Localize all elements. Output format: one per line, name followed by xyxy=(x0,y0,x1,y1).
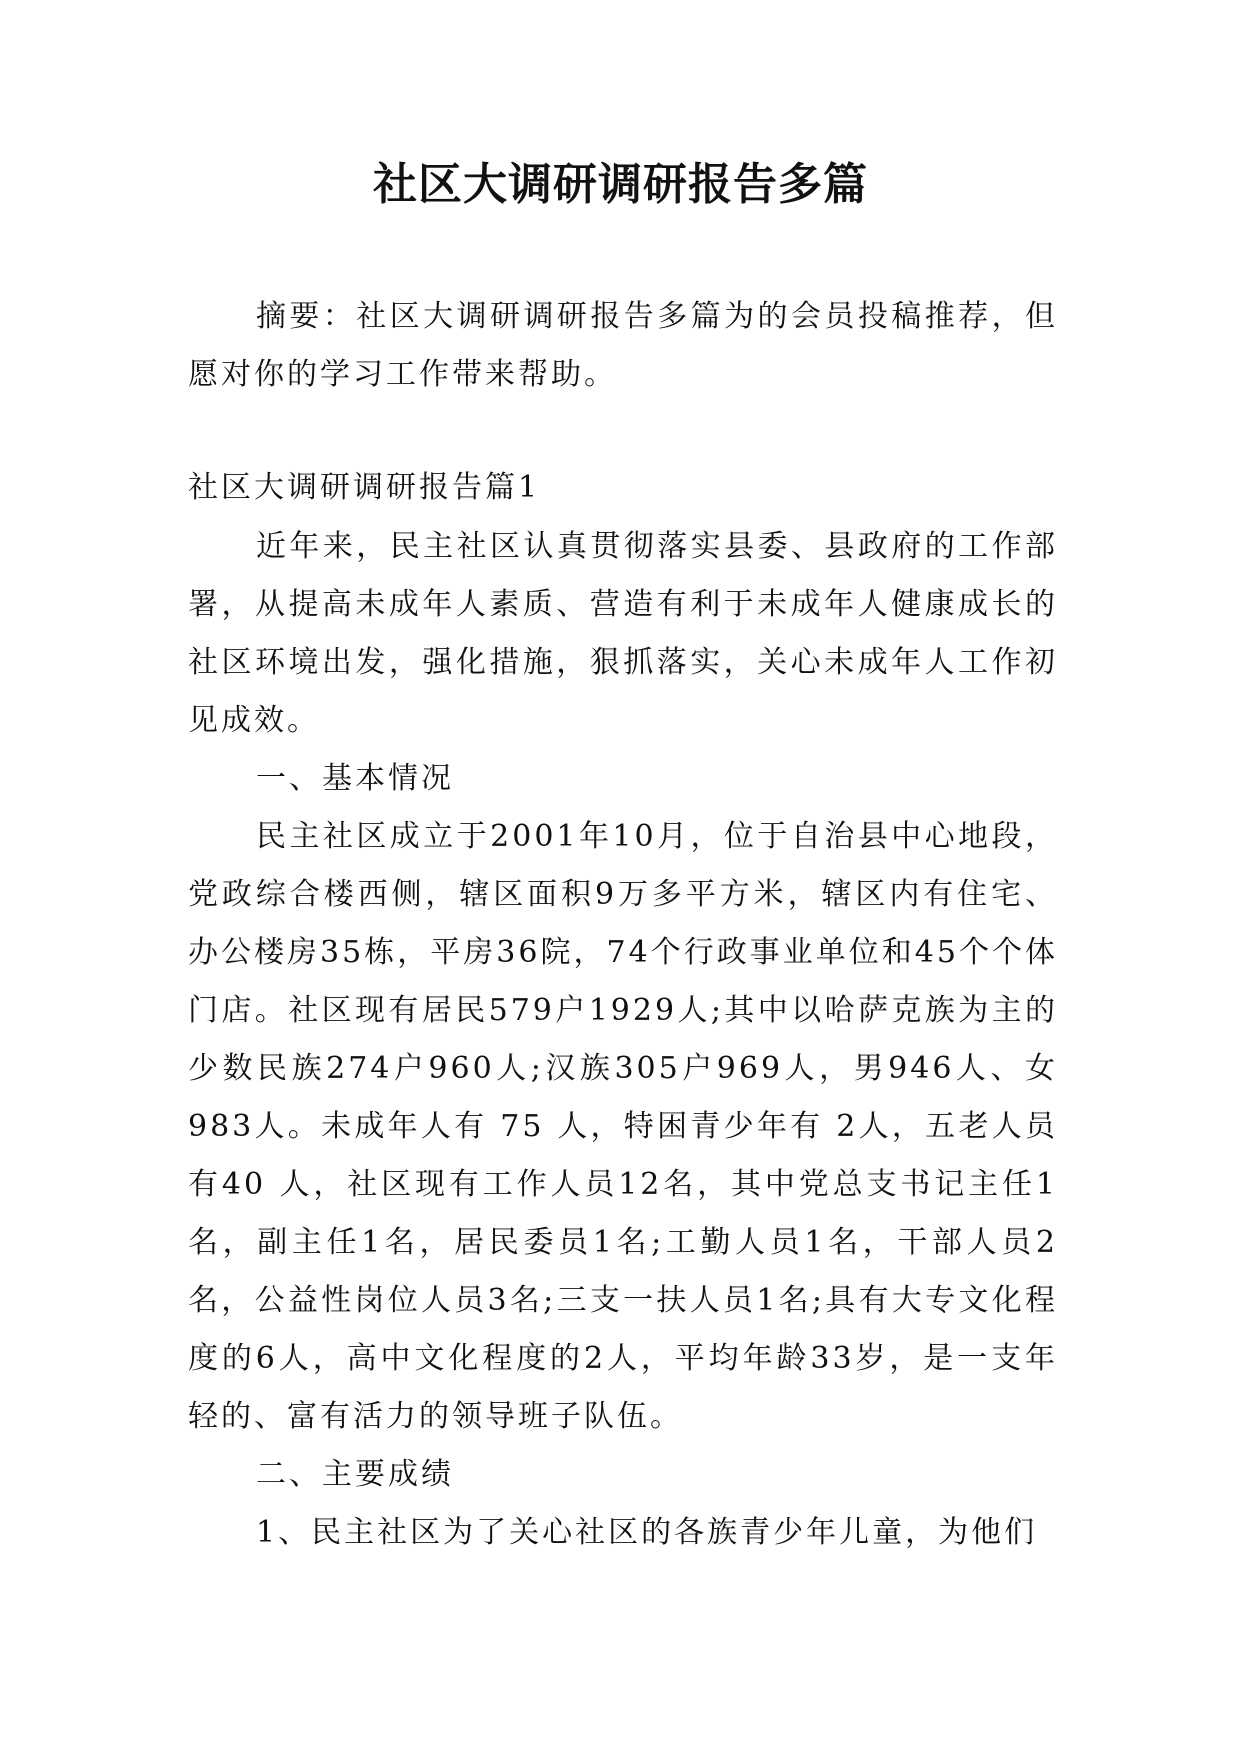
abstract-paragraph: 摘要：社区大调研调研报告多篇为的会员投稿推荐，但愿对你的学习工作带来帮助。 xyxy=(188,299,1058,392)
subheading-basic-situation: 一、基本情况 xyxy=(256,761,454,796)
subheading-main-achievements: 二、主要成绩 xyxy=(256,1457,454,1492)
body-paragraph-basic-situation: 民主社区成立于2001年10月，位于自治县中心地段，党政综合楼西侧，辖区面积9万多平方米，辖区内有住宅、办公楼房35栋，平房36院，74个行政事业单位和45个个体门店。社区现有居民579户1929人;其中以哈萨克族为主的少数民族274户960人;汉族305户969人，男946人、女983人。未成年人有 75 人，特困青少年有 2人，五老人员有40 人，社区现有工作人员12名，其中党总支书记主任1名，副主任1名，居民委员1名;工勤人员1名，干部人员2名，公益性岗位人员3名;三支一扶人员1名;具有大专文化程度的6人，高中文化程度的2人，平均年龄33岁，是一支年轻的、富有活力的领导班子队伍。 xyxy=(188,819,1058,1434)
body-paragraph-intro: 近年来，民主社区认真贯彻落实县委、县政府的工作部署，从提高未成年人素质、营造有利于未成年人健康成长的社区环境出发，强化措施，狠抓落实，关心未成年人工作初见成效。 xyxy=(188,529,1058,738)
body-paragraph-achievement-1: 1、民主社区为了关心社区的各族青少年儿童，为他们 xyxy=(256,1515,1038,1550)
section-heading: 社区大调研调研报告篇1 xyxy=(188,470,541,505)
document-body xyxy=(188,518,1058,1562)
document-title: 社区大调研调研报告多篇 xyxy=(373,159,868,210)
